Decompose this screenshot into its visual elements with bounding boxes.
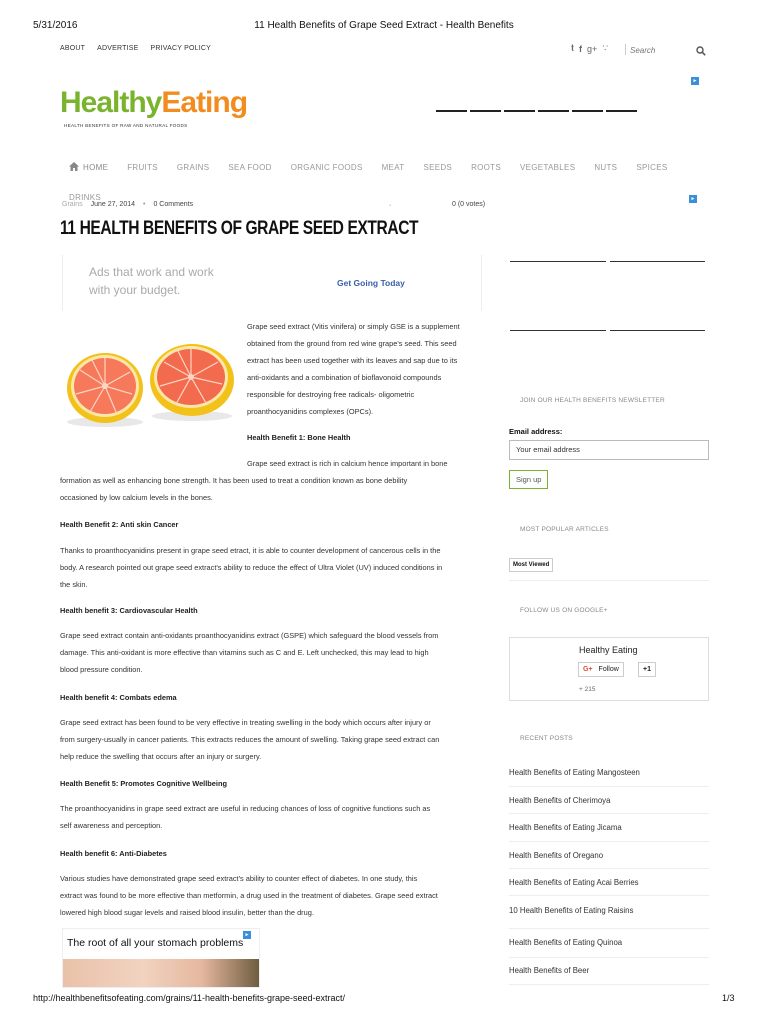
sidebar-ad-line bbox=[510, 330, 606, 331]
benefit-6-paragraph bbox=[60, 870, 490, 921]
tab-most-viewed[interactable]: Most Viewed bbox=[509, 558, 553, 572]
recent-post-link[interactable]: Health Benefits of Eating Acai Berries bbox=[509, 878, 639, 887]
menu-seeds[interactable]: SEEDS bbox=[423, 162, 453, 172]
menu-organic-foods[interactable]: ORGANIC FOODS bbox=[290, 162, 363, 172]
header-ad-placeholder bbox=[436, 110, 637, 112]
benefit-5-paragraph bbox=[60, 800, 490, 834]
menu-home[interactable]: HOME bbox=[83, 162, 109, 172]
benefit-2-paragraph bbox=[60, 542, 490, 593]
divider bbox=[509, 928, 709, 929]
recent-post-link[interactable]: Health Benefits of Cherimoya bbox=[509, 796, 611, 805]
paragraph-line: help reduce the swelling that occurs after an injury or surgery. bbox=[60, 752, 262, 761]
benefit-1-line-1: Grape seed extract is rich in calcium hence important in bone bbox=[247, 459, 448, 468]
bottom-ad[interactable] bbox=[62, 928, 260, 988]
paragraph-line: Various studies have demonstrated grape seed extract's ability to counter effect of diabetes. In one study, this bbox=[60, 874, 418, 883]
ad-line-1: Ads that work and work bbox=[89, 265, 214, 279]
recent-post-link[interactable]: Health Benefits of Oregano bbox=[509, 851, 604, 860]
menu-grains[interactable]: GRAINS bbox=[176, 162, 210, 172]
paragraph-line: damage. This anti-oxidant is more effective than vitamins such as C and E. Left unchecked, this may lead to high bbox=[60, 648, 429, 657]
menu-nuts[interactable]: NUTS bbox=[594, 162, 618, 172]
bottom-ad-image bbox=[63, 959, 260, 988]
paragraph-line: Grape seed extract has been found to be very effective in treating swelling in the body which occurs after injury or bbox=[60, 718, 431, 727]
benefit-3-heading: Health benefit 3: Cardiovascular Health bbox=[60, 606, 198, 615]
page-url: http://healthbenefitsofeating.com/grains/11-health-benefits-grape-seed-extract/ bbox=[33, 993, 346, 1003]
divider bbox=[509, 580, 709, 581]
benefit-4-heading: Health benefit 4: Combats edema bbox=[60, 693, 177, 702]
paragraph-line: extract was found to be more effective than metformin, a drug used in the treatment of diabetes. Grape seed extract bbox=[60, 891, 438, 900]
benefit-3-paragraph bbox=[60, 627, 490, 678]
divider bbox=[509, 786, 709, 787]
benefit-2-heading: Health Benefit 2: Anti skin Cancer bbox=[60, 520, 179, 529]
sidebar-ad-line bbox=[610, 330, 705, 331]
print-date: 5/31/2016 bbox=[33, 20, 78, 31]
menu-sea-food[interactable]: SEA FOOD bbox=[228, 162, 272, 172]
site-logo[interactable] bbox=[60, 86, 247, 120]
benefit-5-heading: Health Benefit 5: Promotes Cognitive Wellbeing bbox=[60, 779, 227, 788]
menu-fruits[interactable]: FRUITS bbox=[127, 162, 158, 172]
popular-title: MOST POPULAR ARTICLES bbox=[520, 526, 609, 533]
paragraph-line: lowered high blood sugar levels and raised blood insulin, better than the drug. bbox=[60, 908, 314, 917]
menu-spices[interactable]: SPICES bbox=[636, 162, 668, 172]
paragraph-line: blood pressure condition. bbox=[60, 665, 143, 674]
intro-paragraph bbox=[247, 318, 487, 420]
google-plus-icon[interactable]: g+ bbox=[587, 43, 598, 54]
sidebar-ad-line bbox=[510, 261, 606, 262]
main-menu bbox=[69, 158, 667, 176]
post-date: June 27, 2014 bbox=[90, 201, 135, 208]
intro-line: extract has been used together with its leaves and sap due to its bbox=[247, 356, 458, 365]
ad-choices-icon[interactable]: ► bbox=[244, 932, 250, 938]
newsletter-title: JOIN OUR HEALTH BENEFITS NEWSLETTER bbox=[520, 397, 665, 404]
post-meta bbox=[62, 201, 193, 208]
top-nav-about[interactable]: ABOUT bbox=[60, 45, 86, 52]
menu-meat[interactable]: MEAT bbox=[381, 162, 405, 172]
email-label: Email address: bbox=[509, 427, 563, 436]
menu-vegetables[interactable]: VEGETABLES bbox=[520, 162, 576, 172]
recent-post-link[interactable]: Health Benefits of Beer bbox=[509, 966, 590, 975]
recent-post-link[interactable]: 10 Health Benefits of Eating Raisins bbox=[509, 906, 634, 915]
divider bbox=[509, 813, 709, 814]
sidebar-ad-line bbox=[610, 261, 705, 262]
follower-count: + 215 bbox=[579, 686, 596, 693]
recent-post-link[interactable]: Health Benefits of Eating Jicama bbox=[509, 823, 622, 832]
inline-ad[interactable] bbox=[62, 255, 482, 311]
logo-tagline: HEALTH BENEFITS OF RAW AND NATURAL FOODS bbox=[64, 123, 188, 128]
recent-posts-title: RECENT POSTS bbox=[520, 735, 573, 742]
post-rating: 0 (0 votes) bbox=[452, 201, 486, 208]
divider bbox=[625, 44, 626, 55]
paragraph-line: occasioned by low calcium levels in the bones. bbox=[60, 493, 213, 502]
paragraph-line: The proanthocyanidins in grape seed extract are useful in reducing chances of loss of cognitive functions such as bbox=[60, 804, 431, 813]
signup-button[interactable]: Sign up bbox=[509, 470, 548, 489]
divider bbox=[509, 868, 709, 869]
google-page-name[interactable]: Healthy Eating bbox=[579, 645, 638, 655]
google-follow-title: FOLLOW US ON GOOGLE+ bbox=[520, 607, 608, 614]
ad-cta-link[interactable]: Get Going Today bbox=[337, 278, 405, 288]
rating-dot: · bbox=[389, 202, 392, 209]
paragraph-line: Grape seed extract contain anti-oxidants proanthocyanidins extract (GSPE) which safeguard the blood vessels from bbox=[60, 631, 439, 640]
top-nav bbox=[60, 45, 211, 52]
logo-part1: Healthy bbox=[60, 86, 162, 119]
social-icons bbox=[571, 43, 608, 54]
paragraph-line: from surgery-usually in cancer patients. This extracts reduces the amount of swelling. Taking grape seed extract can bbox=[60, 735, 440, 744]
recent-post-link[interactable]: Health Benefits of Eating Mangosteen bbox=[509, 768, 640, 777]
menu-drinks[interactable]: DRINKS bbox=[69, 193, 102, 202]
twitter-icon[interactable]: 𝐭 bbox=[571, 43, 575, 53]
logo-part2: Eating bbox=[161, 86, 248, 119]
paragraph-line: Thanks to proanthocyanidins present in grape seed etract, it is able to counter development of cancerous cells in the bbox=[60, 546, 441, 555]
paragraph-line: body. A research pointed out grape seed extract's ability to reduce the effect of Ultra Violet (UV) induced conditions in bbox=[60, 563, 443, 572]
benefit-4-paragraph bbox=[60, 714, 490, 765]
intro-line: Grape seed extract (Vitis vinifera) or simply GSE is a supplement bbox=[247, 322, 460, 331]
bottom-ad-headline: The root of all your stomach problems bbox=[67, 937, 244, 949]
ad-choices-icon[interactable]: ► bbox=[690, 196, 696, 202]
intro-line: obtained from the ground from red wine grape's seed. This seed bbox=[247, 339, 457, 348]
intro-line: responsible for destroying free radicals- oligometric bbox=[247, 390, 415, 399]
menu-roots[interactable]: ROOTS bbox=[471, 162, 502, 172]
email-field[interactable]: Your email address bbox=[509, 440, 709, 460]
divider bbox=[509, 895, 709, 896]
ad-line-2: with your budget. bbox=[89, 283, 181, 297]
paragraph-line: formation as well as enhancing bone strength. It has been used to treat a condition known as bone debility bbox=[60, 476, 408, 485]
paragraph-line: self awareness and perception. bbox=[60, 821, 163, 830]
page-number: 1/3 bbox=[722, 993, 735, 1003]
top-nav-advertise[interactable]: ADVERTISE bbox=[97, 45, 139, 52]
post-category[interactable]: Grains bbox=[62, 201, 83, 208]
meta-separator: • bbox=[143, 201, 146, 208]
divider bbox=[509, 984, 709, 985]
grapefruit-image bbox=[60, 322, 238, 432]
ad-choices-icon[interactable]: ► bbox=[692, 78, 698, 84]
google-plus-icon: G+ bbox=[583, 666, 593, 673]
intro-line: anti-oxidants and a combination of bioflavonoid compounds bbox=[247, 373, 442, 382]
recent-post-link[interactable]: Health Benefits of Eating Quinoa bbox=[509, 938, 623, 947]
top-nav-privacy[interactable]: PRIVACY POLICY bbox=[150, 45, 211, 52]
benefit-1-paragraph bbox=[60, 472, 490, 506]
rss-icon[interactable]: ∵ bbox=[602, 43, 609, 53]
divider bbox=[509, 841, 709, 842]
article-title: 11 HEALTH BENEFITS OF GRAPE SEED EXTRACT bbox=[60, 218, 419, 239]
benefit-1-heading: Health Benefit 1: Bone Health bbox=[247, 433, 351, 442]
intro-line: proanthocyanidins complexes (OPCs). bbox=[247, 407, 374, 416]
plus-one-button[interactable]: +1 bbox=[638, 662, 656, 677]
facebook-icon[interactable]: f bbox=[579, 43, 583, 54]
search-icon[interactable] bbox=[696, 43, 706, 61]
paragraph-line: the skin. bbox=[60, 580, 88, 589]
benefit-6-heading: Health benefit 6: Anti-Diabetes bbox=[60, 849, 167, 858]
search-input[interactable]: Search bbox=[630, 46, 656, 55]
home-icon[interactable] bbox=[69, 158, 79, 176]
print-title: 11 Health Benefits of Grape Seed Extract - Health Benefits bbox=[254, 20, 514, 31]
google-follow-button[interactable] bbox=[578, 662, 624, 677]
divider bbox=[509, 957, 709, 958]
post-comments[interactable]: 0 Comments bbox=[153, 201, 194, 208]
follow-label: Follow bbox=[598, 666, 619, 673]
google-plus-card bbox=[509, 637, 709, 701]
